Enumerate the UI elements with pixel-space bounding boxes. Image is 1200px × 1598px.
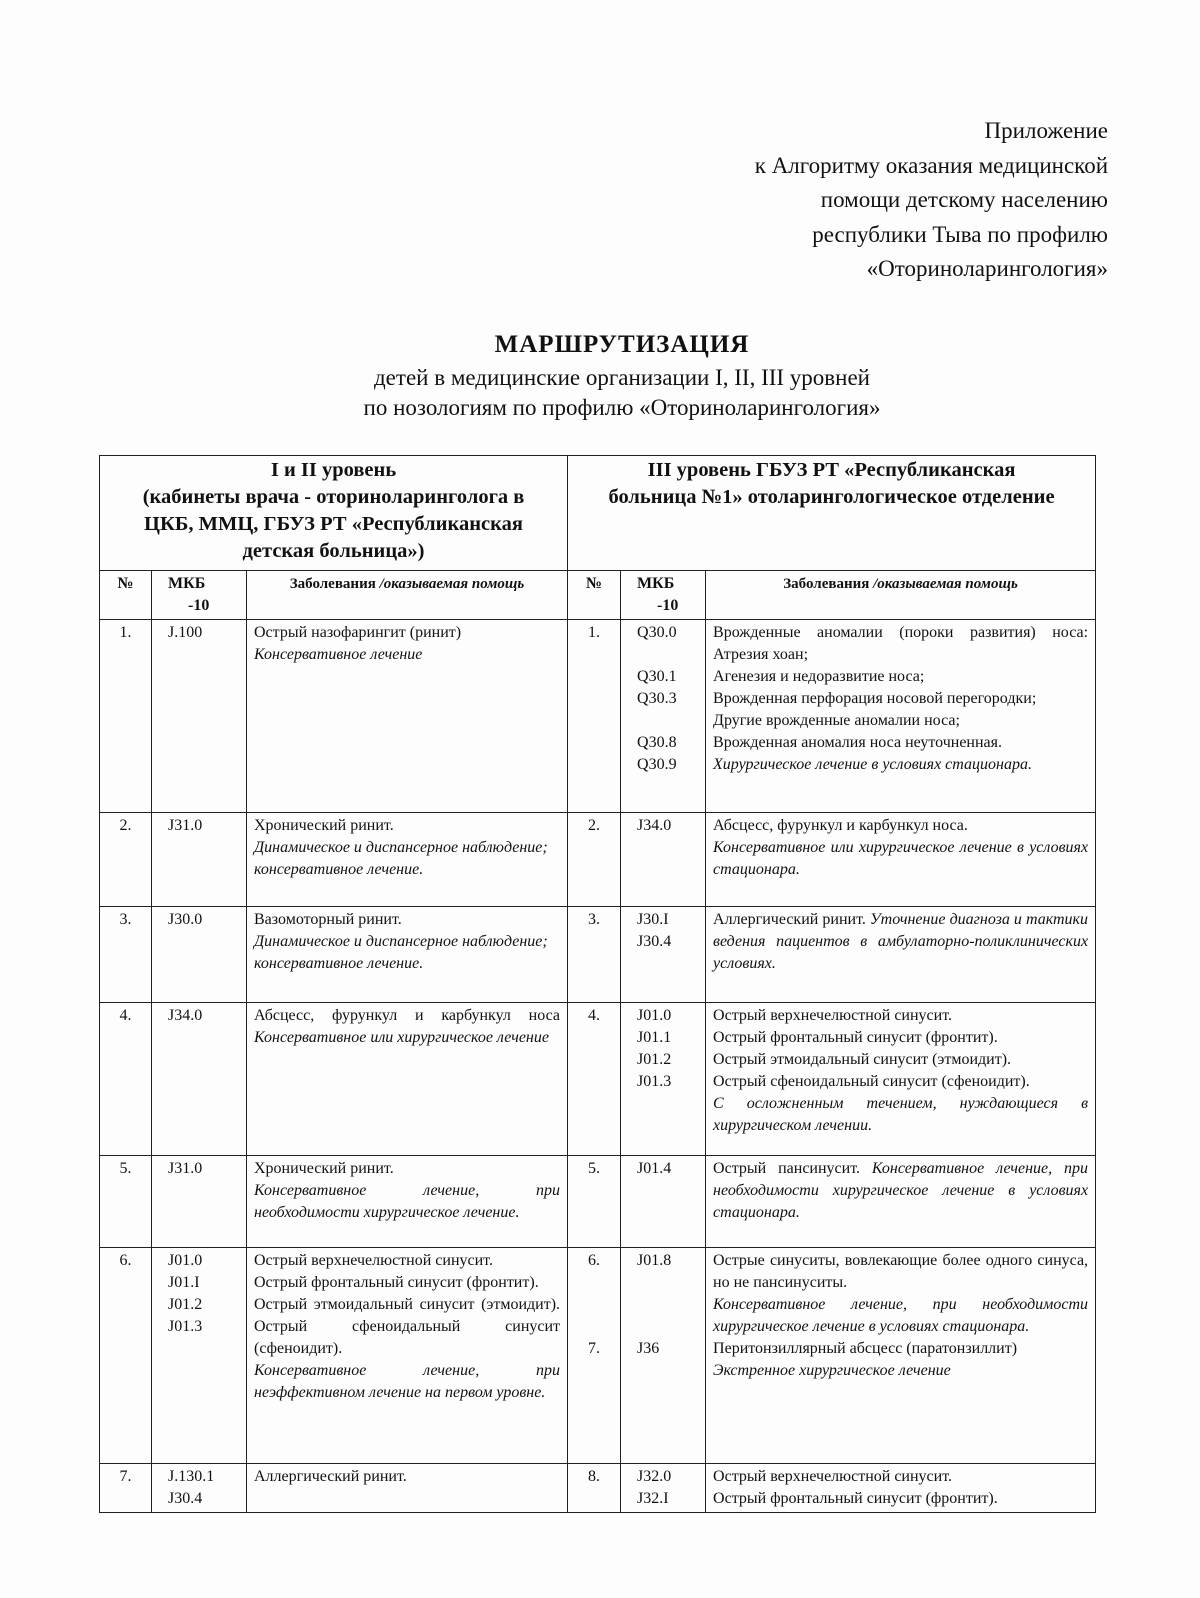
row-num: 4. [100,1003,152,1156]
level-left-header [100,456,568,571]
level-left-line: I и II уровень [270,459,397,481]
table-row [100,907,1096,1003]
row-num: 7. [100,1464,152,1513]
table-row [100,1248,1096,1464]
table-row [100,620,1096,813]
row-disease: Хронический ринит. Консервативное лечение, при необходимости хирургическое лечение. [247,1156,568,1248]
row-disease: Аллергический ринит. Уточнение диагноза и тактики ведения пациентов в амбулаторно-поликлинических условиях. [706,907,1096,1003]
row-codes: J.100 [152,620,247,813]
row-codes: J.130.1 J30.4 [152,1464,247,1513]
row-disease: Острый верхнечелюстной синусит. Острый фронтальный синусит (фронтит). [706,1464,1096,1513]
row-num: 4. [568,1003,621,1156]
row-codes: J32.0 J32.I [621,1464,706,1513]
row-disease: Острый пансинусит. Консервативное лечение, при необходимости хирургическое лечение в условиях стационара. [706,1156,1096,1248]
row-codes: J01.0 J01.1 J01.2 J01.3 [621,1003,706,1156]
title-main: МАРШРУТИЗАЦИЯ [494,331,750,358]
row-codes: J01.4 [621,1156,706,1248]
table-row [100,813,1096,907]
row-disease: Хронический ринит. Динамическое и диспансерное наблюдение; консервативное лечение. [247,813,568,907]
row-disease: Аллергический ринит. [247,1464,568,1513]
col-header-mkb: МКБ -10 [621,571,706,620]
appendix-block [755,114,1108,287]
appendix-line: Приложение [984,118,1108,143]
row-num: 5. [568,1156,621,1248]
row-disease: Абсцесс, фурункул и карбункул носа Консервативное или хирургическое лечение [247,1003,568,1156]
level-left-line: ЦКБ, ММЦ, ГБУЗ РТ «Республиканская [144,513,523,535]
row-codes: Q30.0 Q30.1 Q30.3 Q30.8 Q30.9 [621,620,706,813]
col-header-num: № [100,571,152,620]
row-num: 1. [100,620,152,813]
level-right-header [568,456,1096,571]
title-subtitle: по нозологиям по профилю «Оториноларингология» [363,395,881,420]
level-left-line: (кабинеты врача - оториноларинголога в [142,486,525,508]
row-num: 6. 7. [568,1248,621,1464]
row-codes: J31.0 [152,1156,247,1248]
row-num: 3. [100,907,152,1003]
row-disease: Острый верхнечелюстной синусит. Острый фронтальный синусит (фронтит). Острый этмоидальный синусит (этмоидит). Острый сфеноидальный синусит (сфеноидит). Консервативное лечение, при неэффективном лечение на первом уровне. [247,1248,568,1464]
row-disease: Острые синуситы, вовлекающие более одного синуса, но не пансинуситы. Консервативное лечение, при необходимости хирургическое лечение в условиях стационара. Перитонзиллярный абсцесс (паратонзиллит) Экстренное хирургическое лечение [706,1248,1096,1464]
col-header-disease: Заболевания /оказываемая помощь [706,571,1096,620]
row-num: 8. [568,1464,621,1513]
routing-table [99,455,1096,1513]
level-right-line: больница №1» отоларингологическое отделение [608,486,1055,508]
row-disease: Острый назофарингит (ринит) Консервативное лечение [247,620,568,813]
title-subtitle: детей в медицинские организации I, II, III уровней [373,365,870,390]
row-codes: J30.I J30.4 [621,907,706,1003]
row-num: 1. [568,620,621,813]
appendix-line: помощи детскому населению [820,187,1108,212]
table-row [100,1156,1096,1248]
row-codes: J31.0 [152,813,247,907]
table-row [100,1464,1096,1513]
row-codes: J34.0 [621,813,706,907]
col-header-mkb: МКБ -10 [152,571,247,620]
table-row [100,1003,1096,1156]
row-num: 3. [568,907,621,1003]
appendix-line: «Оториноларингология» [866,256,1108,281]
col-header-num: № [568,571,621,620]
row-disease: Вазомоторный ринит. Динамическое и диспансерное наблюдение; консервативное лечение. [247,907,568,1003]
row-num: 2. [568,813,621,907]
row-num: 6. [100,1248,152,1464]
level-left-line: детская больница») [242,540,425,562]
col-header-disease: Заболевания /оказываемая помощь [247,571,568,620]
row-disease: Врожденные аномалии (пороки развития) носа: Атрезия хоан; Агенезия и недоразвитие носа; Врожденная перфорация носовой перегородки; Другие врожденные аномалии носа; Врожденная аномалия носа неуточненная. Хирургическое лечение в условиях стационара. [706,620,1096,813]
row-codes: J34.0 [152,1003,247,1156]
row-codes: J01.8 J36 [621,1248,706,1464]
row-codes: J01.0 J01.I J01.2 J01.3 [152,1248,247,1464]
row-codes: J30.0 [152,907,247,1003]
row-num: 2. [100,813,152,907]
row-disease: Абсцесс, фурункул и карбункул носа. Консервативное или хирургическое лечение в условиях стационара. [706,813,1096,907]
column-header-row [100,571,1096,620]
row-disease: Острый верхнечелюстной синусит. Острый фронтальный синусит (фронтит). Острый этмоидальный синусит (этмоидит). Острый сфеноидальный синусит (сфеноидит). С осложненным течением, нуждающиеся в хирургическом лечении. [706,1003,1096,1156]
appendix-line: республики Тыва по профилю [812,221,1108,247]
row-num: 5. [100,1156,152,1248]
level-header-row [100,456,1096,571]
appendix-line: к Алгоритму оказания медицинской [754,152,1108,178]
level-right-line: III уровень ГБУЗ РТ «Республиканская [647,459,1016,481]
document-title [0,330,1200,423]
